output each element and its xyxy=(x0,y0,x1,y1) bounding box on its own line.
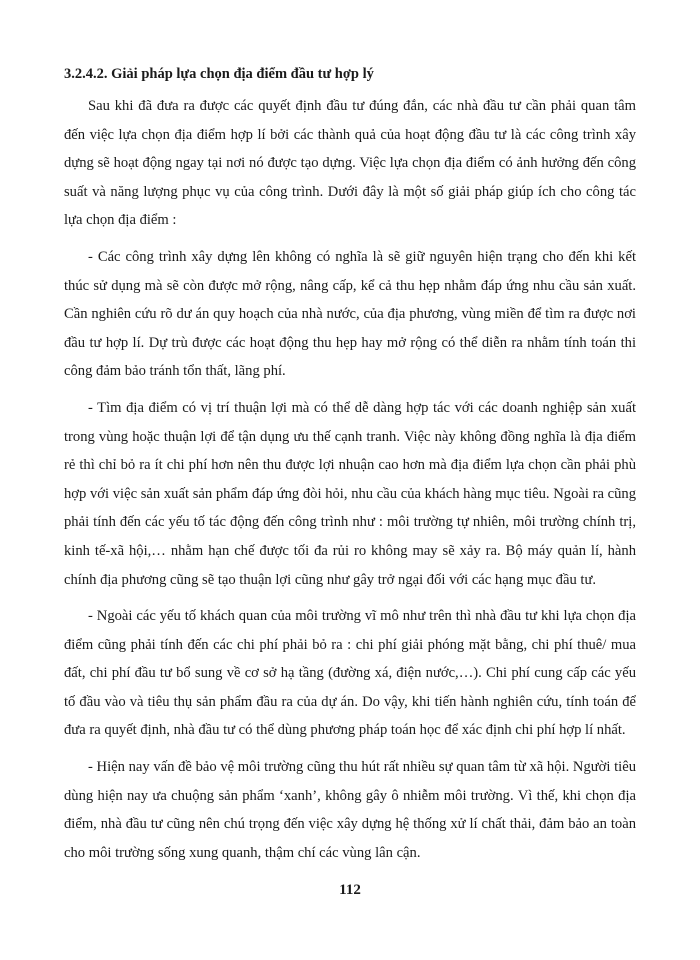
paragraph-environment: - Hiện nay vấn đề bảo vệ môi trường cũng thu hút rất nhiều sự quan tâm từ xã hội. Người tiêu dùng hiện nay ưa chuộng sản phẩm ‘xanh’, không gây ô nhiễm môi trường. Vì thế, khi chọn địa điểm, nhà đầu tư cũng nên chú trọng đến việc xây dựng hệ thống xử lí chất thải, đảm bảo an toàn cho môi trường sống xung quanh, thậm chí các vùng lân cận. xyxy=(64,759,636,861)
paragraph-favorable-location: - Tìm địa điểm có vị trí thuận lợi mà có thể dễ dàng hợp tác với các doanh nghiệp sản xuất trong vùng hoặc thuận lợi để tận dụng ưu thế cạnh tranh. Việc này không đồng nghĩa là địa điểm rẻ thì chỉ bỏ ra ít chi phí hơn nên thu được lợi nhuận cao hơn mà địa điểm lựa chọn cần phải phù hợp với việc sản xuất sản phẩm đáp ứng đòi hỏi, nhu cầu của khách hàng mục tiêu. Ngoài ra cũng phải tính đến các yếu tố tác động đến công trình như : môi trường tự nhiên, môi trường chính trị, kinh tế-xã hội,… nhằm hạn chế được tối đa rủi ro không may sẽ xảy ra. Bộ máy quản lí, hành chính địa phương cũng sẽ tạo thuận lợi cũng như gây trở ngại đối với các hạng mục đầu tư. xyxy=(64,399,636,588)
section-heading: 3.2.4.2. Giải pháp lựa chọn địa điểm đầu tư hợp lý xyxy=(64,66,374,82)
page-number: 112 xyxy=(339,882,361,898)
paragraph-expansion-planning: - Các công trình xây dựng lên không có nghĩa là sẽ giữ nguyên hiện trạng cho đến khi kết thúc sử dụng mà sẽ còn được mở rộng, nâng cấp, kể cả thu hẹp nhằm đáp ứng nhu cầu sản xuất. Cần nghiên cứu rõ dư án quy hoạch của nhà nước, của địa phương, vùng miền để tìm ra được nơi đầu tư hợp lí. Dự trù được các hoạt động thu hẹp hay mở rộng có thể diễn ra nhằm tính toán thi công đảm bảo tránh tổn thất, lãng phí. xyxy=(64,248,636,380)
document-body xyxy=(64,64,636,875)
paragraph-intro: Sau khi đã đưa ra được các quyết định đầu tư đúng đắn, các nhà đầu tư cần phải quan tâm đến việc lựa chọn địa điểm hợp lí bởi các thành quả của hoạt động đầu tư là các công trình xây dựng sẽ hoạt động ngay tại nơi nó được tạo dựng. Việc lựa chọn địa điểm có ảnh hưởng đến công suất và năng lượng phục vụ của công trình. Dưới đây là một số giải pháp giúp ích cho công tác lựa chọn địa điểm : xyxy=(64,98,636,229)
paragraph-cost-factors: - Ngoài các yếu tố khách quan của môi trường vĩ mô như trên thì nhà đầu tư khi lựa chọn địa điểm cũng phải tính đến các chi phí phải bỏ ra : chi phí giải phóng mặt bằng, chi phí thuê/ mua đất, chi phí đầu tư bổ sung về cơ sở hạ tầng (đường xá, điện nước,…). Chi phí cung cấp các yếu tố đầu vào và tiêu thụ sản phẩm đầu ra của dự án. Do vậy, khi tiến hành nghiên cứu, tính toán để đưa ra quyết định, nhà đầu tư có thể dùng phương pháp toán học để xác định chi phí hợp lí nhất. xyxy=(64,608,636,739)
